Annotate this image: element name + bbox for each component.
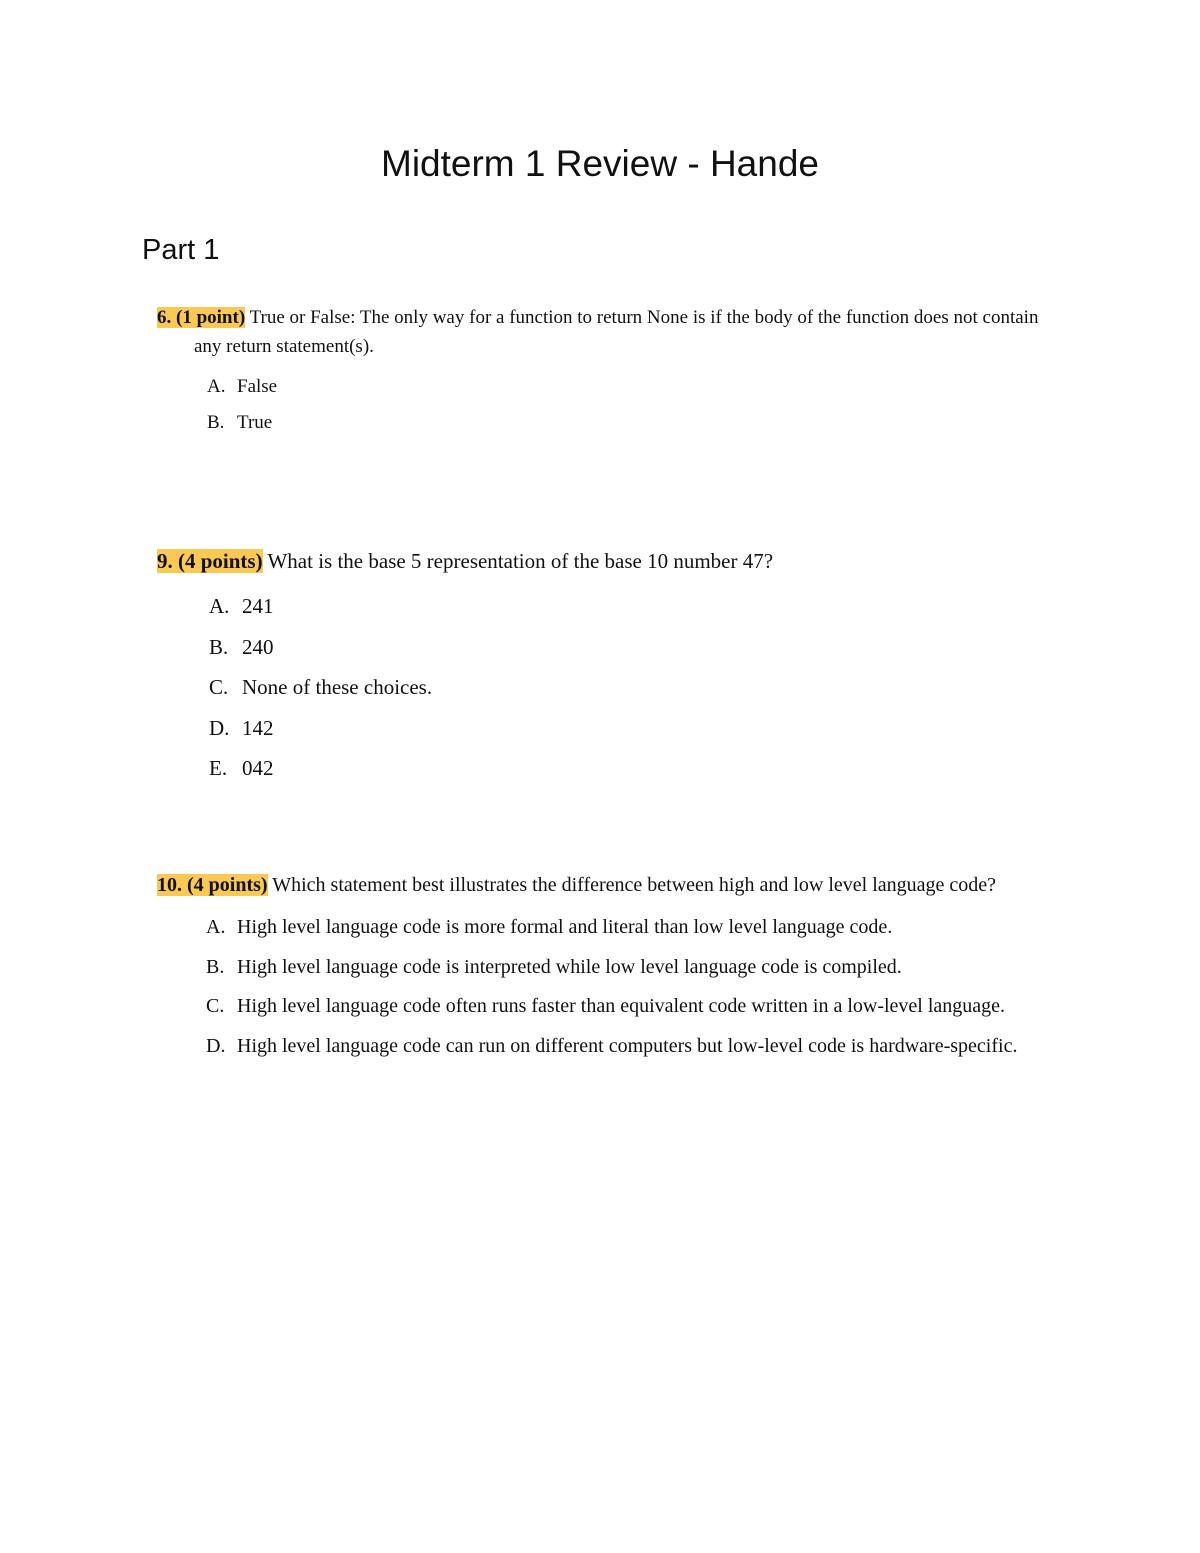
question-text: What is the base 5 representation of the base 10 number 47? xyxy=(267,549,774,573)
question-text: True or False: The only way for a function to return None is if the body of the function does not contain any return statement(s). xyxy=(194,307,1039,357)
answer-choice-b xyxy=(207,405,1057,441)
answer-choice-b xyxy=(206,948,1157,988)
answer-choice-e xyxy=(209,748,1057,789)
choice-text: None of these choices. xyxy=(242,675,433,699)
choice-letter: B. xyxy=(207,412,225,433)
choice-text: High level language code often runs faster than equivalent code written in a low-level language. xyxy=(237,995,1006,1017)
question-points-label: 6. (1 point) xyxy=(157,307,246,328)
question-text: Which statement best illustrates the difference between high and low level language code? xyxy=(272,874,997,896)
choice-letter: A. xyxy=(206,916,226,938)
choice-text: High level language code is interpreted while low level language code is compiled. xyxy=(237,955,902,978)
choice-text: High level language code is more formal and literal than low level language code. xyxy=(237,916,893,938)
choice-text: 240 xyxy=(242,634,274,659)
document-title: Midterm 1 Review - Hande xyxy=(381,143,819,184)
choice-text: 241 xyxy=(242,594,274,618)
choice-letter: A. xyxy=(209,594,230,618)
answer-choices xyxy=(209,586,1057,789)
choice-letter: B. xyxy=(209,634,229,659)
answer-choices xyxy=(207,369,1057,441)
choice-text: 142 xyxy=(242,715,274,740)
answer-choice-a xyxy=(207,369,1057,405)
answer-choice-c xyxy=(209,667,1057,708)
answer-choice-a xyxy=(209,586,1057,627)
answer-choice-b xyxy=(209,627,1057,668)
question-stem xyxy=(157,869,1157,901)
choice-letter: C. xyxy=(209,675,229,699)
choice-text: False xyxy=(237,376,278,397)
choice-letter: E. xyxy=(209,756,228,780)
question-points-label: 10. (4 points) xyxy=(157,874,268,896)
question-6 xyxy=(157,303,1057,441)
question-10 xyxy=(157,869,1157,1066)
choice-letter: D. xyxy=(209,715,230,740)
choice-text: 042 xyxy=(242,756,274,780)
question-points-label: 9. (4 points) xyxy=(157,549,263,573)
choice-text: High level language code can run on different computers but low-level code is hardware-specific. xyxy=(237,1034,1018,1057)
question-9 xyxy=(157,545,1057,789)
answer-choices xyxy=(206,908,1157,1066)
choice-text: True xyxy=(237,412,273,433)
question-stem xyxy=(157,303,1057,361)
answer-choice-d xyxy=(209,708,1057,749)
choice-letter: A. xyxy=(207,376,226,397)
choice-letter: C. xyxy=(206,995,225,1017)
answer-choice-a xyxy=(206,908,1157,948)
answer-choice-c xyxy=(206,987,1157,1027)
part-heading: Part 1 xyxy=(142,234,220,266)
question-stem xyxy=(157,545,1057,577)
choice-letter: D. xyxy=(206,1034,226,1057)
answer-choice-d xyxy=(206,1027,1157,1067)
choice-letter: B. xyxy=(206,955,225,978)
